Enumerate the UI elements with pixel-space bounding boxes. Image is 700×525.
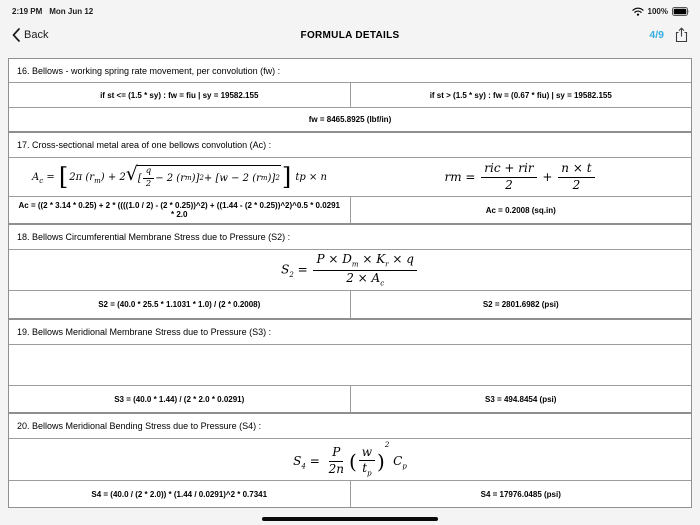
section-17 [8,132,692,224]
section-19-title: 19. Bellows Meridional Membrane Stress due to Pressure (S3) : [9,320,691,345]
condition-cell-right: if st > (1.5 * sy) : fw = (0.67 * fiu) | sy = 19582.155 [350,83,692,107]
section-19 [8,319,692,413]
section-18-title: 18. Bellows Circumferential Membrane Stress due to Pressure (S2) : [9,225,691,250]
rm-formula: rm = $\frac{\text{ric + rir}}{2}$ + $\frac{n \times t}{2}$ [350,158,691,196]
nav-bar [0,18,700,52]
section-16 [8,58,692,132]
section-16-conditions-row [9,83,691,108]
s2-formula: $S_2$ = $\frac{P \times D_m \times K_r \times q}{2 \times A_c}$ [9,250,691,290]
chevron-left-icon [12,28,20,42]
calc-cell: S2 = (40.0 * 25.5 * 1.1031 * 1.0) / (2 * 0.2008) [98,300,261,309]
section-16-result-row [9,108,691,131]
section-20-title: 20. Bellows Meridional Bending Stress due to Pressure (S4) : [9,414,691,439]
calc-cell: Ac = ((2 * 3.14 * 0.25) + 2 * ((((1.0 / 2) - (2 * 0.25))^2) + ((1.44 - (2 * 0.25))^2)^0.5 * 0.0291 * 2.0 [18,201,340,219]
section-19-result-row [9,386,691,412]
back-button[interactable] [12,28,48,42]
section-17-formula-row [9,158,691,197]
clock-time: 2:19 PM [12,6,43,16]
result-cell: Ac = 0.2008 (sq.in) [350,197,692,223]
result-cell: S4 = 17976.0485 (psi) [350,481,692,507]
home-indicator[interactable] [262,517,438,521]
section-20 [8,413,692,508]
page-indicator: 4/9 [649,29,664,41]
clock-date: Mon Jun 12 [49,6,94,16]
back-label: Back [24,29,49,41]
s4-formula: $S_4$ = $\frac{P}{2n}$ ( $\frac{w}{t_p}$ )$^2$ $C_p$ [293,441,407,478]
calc-cell: S3 = (40.0 * 1.44) / (2 * 2.0 * 0.0291) [114,394,245,404]
result-cell: S3 = 494.8454 (psi) [350,386,692,412]
section-19-formula-row-empty [9,345,691,386]
section-20-formula-row [9,439,691,481]
condition-cell-left: if st <= (1.5 * sy) : fw = fiu | sy = 19582.155 [100,90,259,100]
section-20-result-row [9,481,691,507]
share-button[interactable] [675,27,688,43]
empty-formula-cell [9,345,691,385]
wifi-icon [632,7,644,16]
section-18-formula-row [9,250,691,291]
battery-icon [672,7,690,16]
section-17-result-row [9,197,691,223]
result-cell: fw = 8465.8925 (lbf/in) [308,115,392,124]
section-18 [8,224,692,319]
result-cell: S2 = 2801.6982 (psi) [350,291,692,318]
page-title: FORMULA DETAILS [300,29,400,41]
calc-cell: S4 = (40.0 / (2 * 2.0)) * (1.44 / 0.0291)^2 * 0.7341 [91,489,268,499]
section-18-result-row [9,291,691,318]
formula-table [8,58,692,508]
ac-formula: $A_c = [2\pi$ $(r_m) + 2$ √ [ $\frac{q}{2}$ − 2 (r m ) ] 2 + [w − 2 (r m )] 2 ] tp × n [32,162,327,191]
battery-percent: 100% [647,6,668,16]
section-16-title: 16. Bellows - working spring rate movement, per convolution (fw) : [9,59,691,83]
section-17-title: 17. Cross-sectional metal area of one bellows convolution (Ac) : [9,133,691,158]
status-bar [0,0,700,18]
